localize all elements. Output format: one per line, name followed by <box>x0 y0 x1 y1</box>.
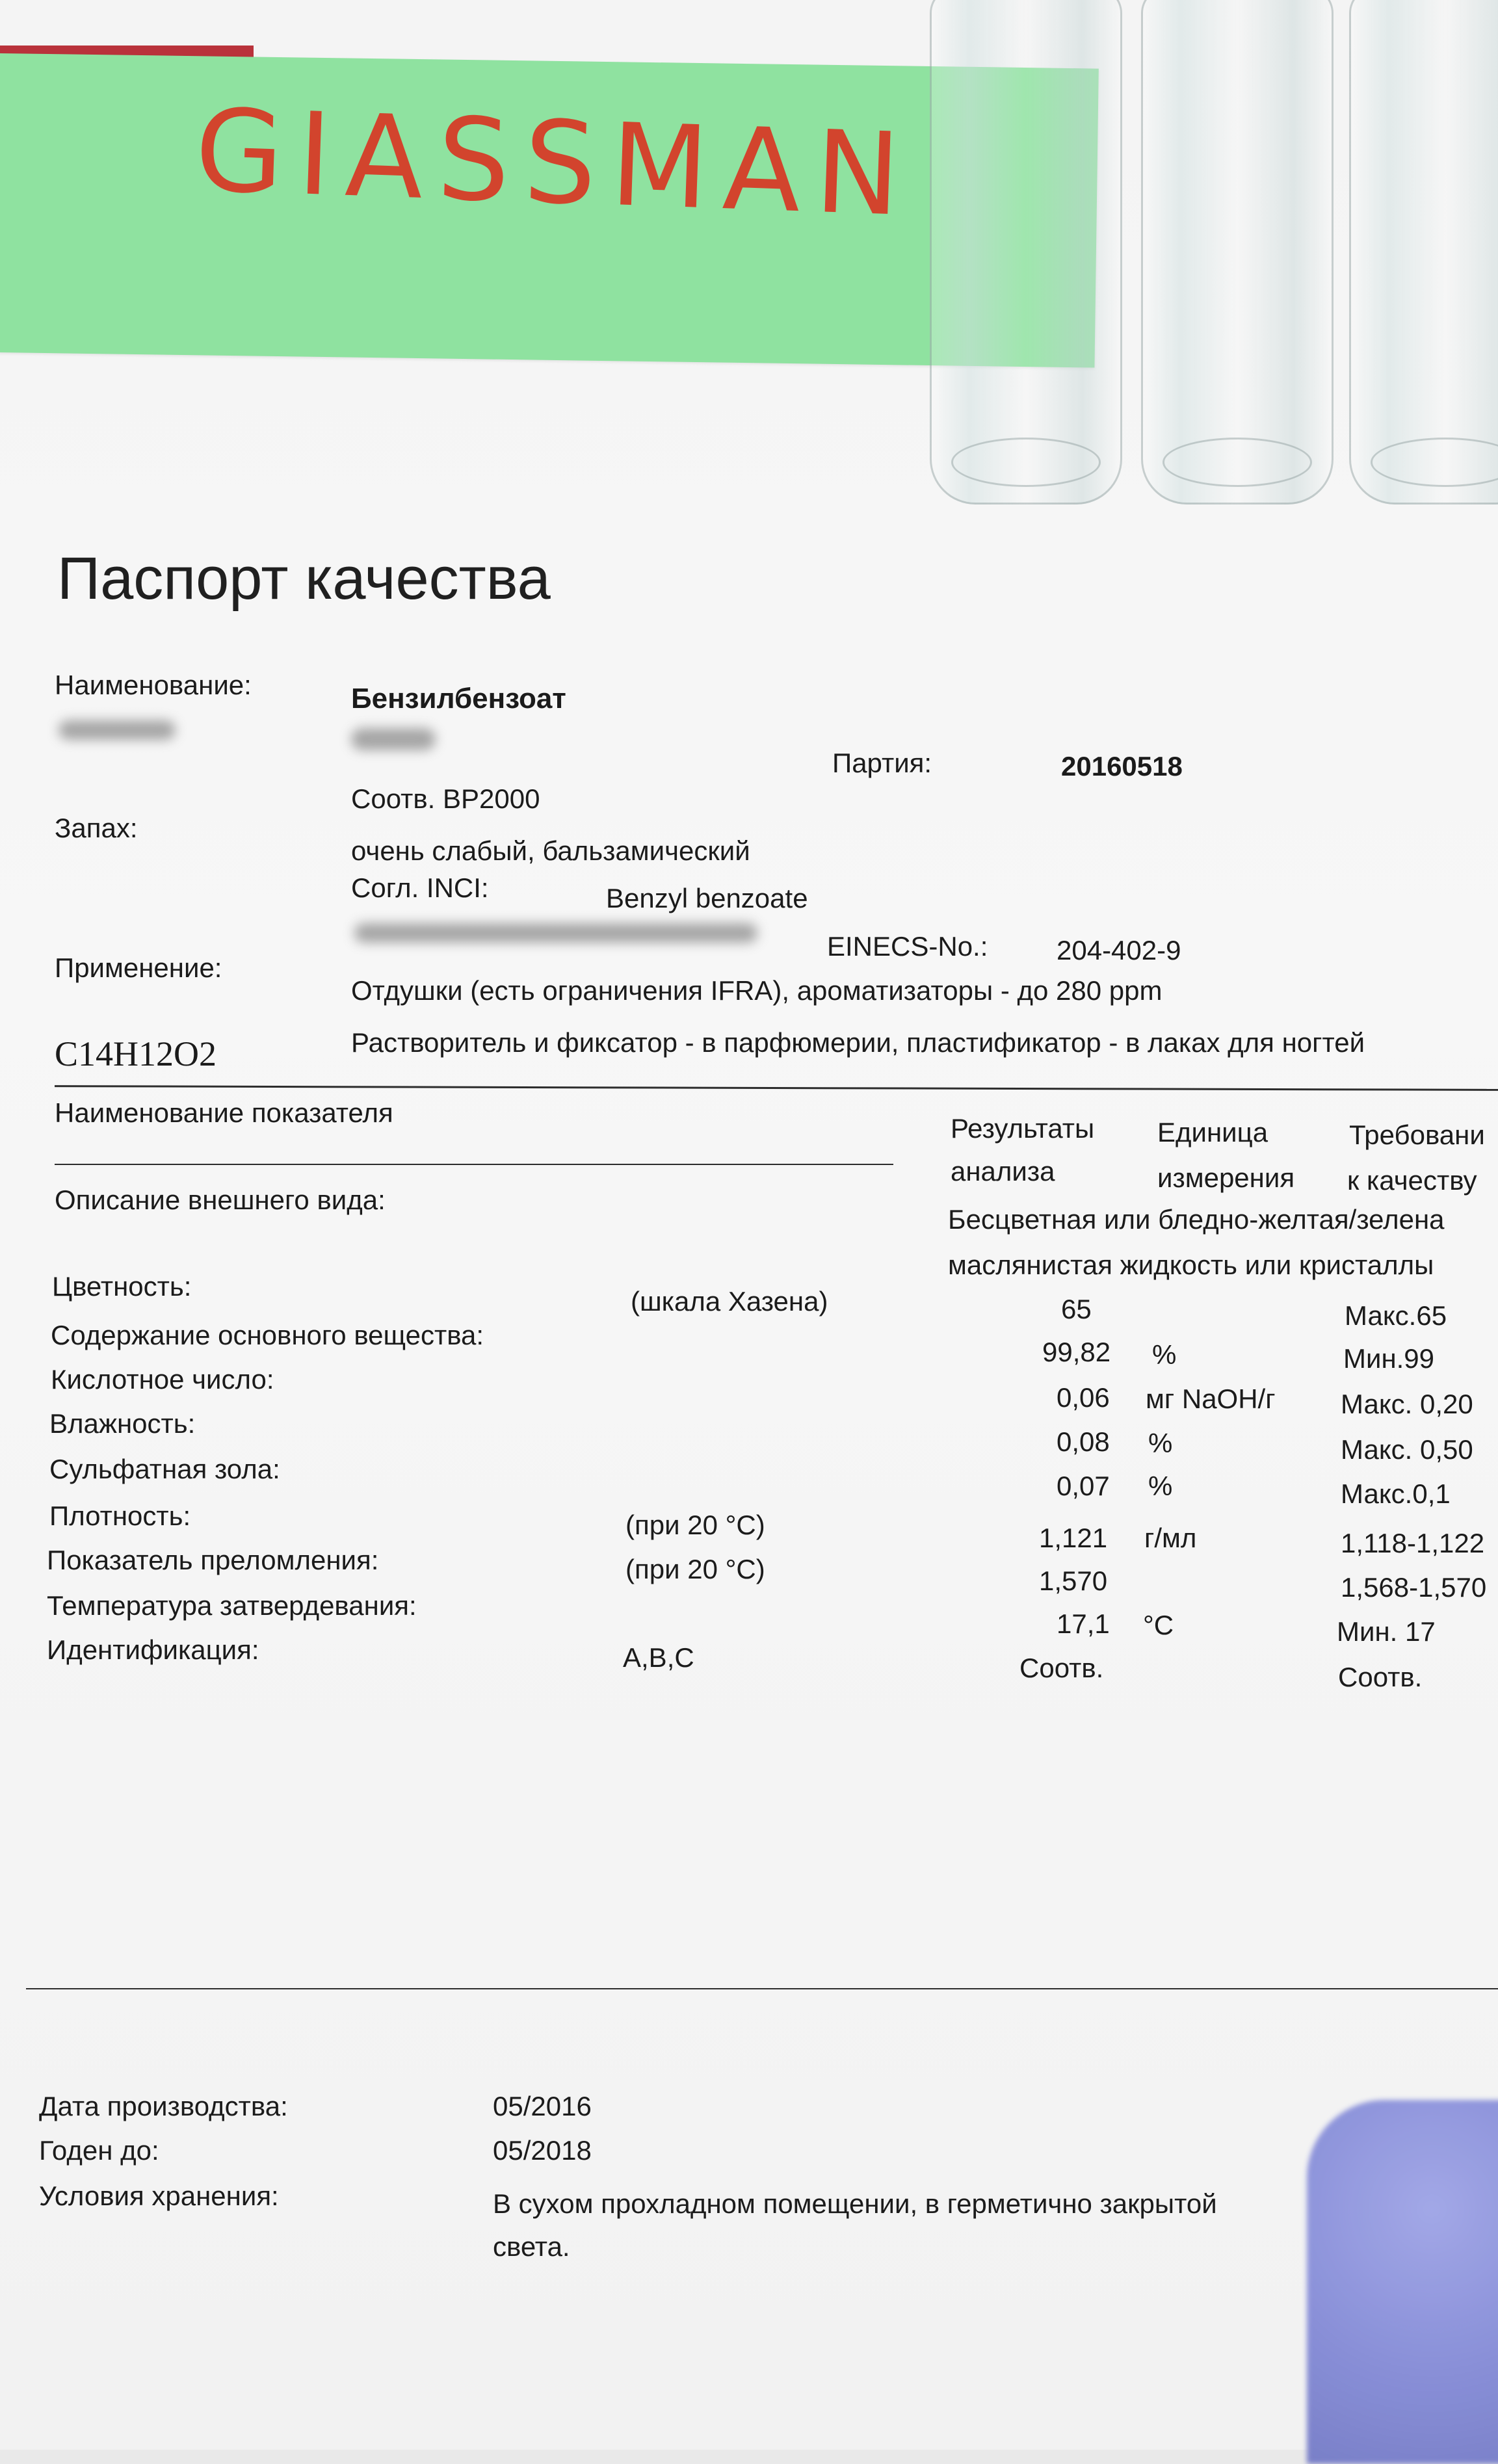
production-date-label: Дата производства: <box>39 2091 288 2121</box>
expiry-label: Годен до: <box>39 2135 159 2166</box>
row-requirement: Соотв. <box>1338 1662 1423 1692</box>
appearance-label: Описание внешнего вида: <box>55 1185 386 1215</box>
batch-label: Партия: <box>832 748 932 778</box>
row-name: Сульфатная зола: <box>49 1454 280 1484</box>
row-result: 17,1 <box>1057 1608 1110 1639</box>
use-line-1: Отдушки (есть ограничения IFRA), ароматизаторы - до 280 ppm <box>351 975 1163 1006</box>
einecs-label: EINECS-No.: <box>827 931 988 962</box>
row-name: Показатель преломления: <box>47 1545 379 1575</box>
row-requirement: Макс. 0,50 <box>1341 1434 1473 1465</box>
table-top-rule <box>55 1085 1498 1091</box>
row-name: Температура затвердевания: <box>47 1590 417 1621</box>
row-condition: A,B,C <box>623 1642 694 1673</box>
einecs-value: 204-402-9 <box>1057 935 1181 965</box>
row-condition: (при 20 °C) <box>625 1510 765 1540</box>
row-unit: °C <box>1143 1610 1174 1640</box>
batch-value: 20160518 <box>1061 751 1183 781</box>
header-results-2: анализа <box>951 1156 1055 1186</box>
row-unit: % <box>1148 1428 1173 1458</box>
redacted-value <box>351 728 436 750</box>
appearance-line-1: Бесцветная или бледно-желтая/зелена <box>948 1204 1445 1235</box>
row-result: 0,08 <box>1057 1426 1110 1457</box>
row-requirement: Макс.0,1 <box>1341 1478 1451 1509</box>
chemical-formula: C14H12O2 <box>55 1034 217 1073</box>
storage-line-1: В сухом прохладном помещении, в герметично закрытой <box>493 2188 1217 2219</box>
storage-line-2: света. <box>493 2231 570 2262</box>
page-title: Паспорт качества <box>57 545 551 612</box>
odor-value: очень слабый, бальзамический <box>351 835 750 866</box>
glass-vial <box>930 0 1122 505</box>
row-result: Соотв. <box>1019 1653 1104 1683</box>
row-result: 1,570 <box>1039 1566 1108 1596</box>
name-value: Бензилбензоат <box>351 683 566 714</box>
row-unit: мг NaOH/г <box>1146 1383 1276 1414</box>
compliance-text: Соотв. BP2000 <box>351 783 540 814</box>
header-unit-1: Единица <box>1157 1117 1268 1147</box>
row-requirement: Мин.99 <box>1343 1343 1435 1374</box>
row-result: 1,121 <box>1039 1523 1108 1553</box>
expiry-value: 05/2018 <box>493 2135 592 2166</box>
row-name: Влажность: <box>49 1408 196 1439</box>
row-requirement: Макс.65 <box>1345 1300 1447 1331</box>
row-result: 65 <box>1061 1294 1092 1324</box>
row-name: Цветность: <box>52 1271 192 1302</box>
header-req-2: к качеству <box>1347 1165 1477 1196</box>
blurred-cloth <box>1307 2100 1498 2464</box>
row-requirement: Мин. 17 <box>1337 1616 1436 1647</box>
glass-vial <box>1141 0 1334 505</box>
header-results-1: Результаты <box>951 1113 1095 1144</box>
row-result: 0,07 <box>1057 1471 1110 1501</box>
row-name: Плотность: <box>49 1501 191 1531</box>
redacted-cas <box>354 923 757 943</box>
row-unit: % <box>1148 1471 1173 1501</box>
row-condition: (при 20 °C) <box>625 1554 765 1584</box>
header-unit-2: измерения <box>1157 1162 1295 1193</box>
header-req-1: Требовани <box>1349 1120 1485 1150</box>
row-requirement: Макс. 0,20 <box>1341 1389 1473 1419</box>
use-label: Применение: <box>55 952 222 983</box>
name-label: Наименование: <box>55 670 252 700</box>
use-line-2: Растворитель и фиксатор - в парфюмерии, пластификатор - в лаках для ногтей <box>351 1027 1365 1058</box>
inci-value: Benzyl benzoate <box>606 883 808 913</box>
production-date-value: 05/2016 <box>493 2091 592 2121</box>
header-rule <box>55 1164 893 1165</box>
row-unit: % <box>1152 1339 1177 1370</box>
row-result: 0,06 <box>1057 1382 1110 1413</box>
glass-vial <box>1349 0 1498 505</box>
row-result: 99,82 <box>1042 1337 1111 1367</box>
row-name: Содержание основного вещества: <box>51 1320 484 1350</box>
header-indicator: Наименование показателя <box>55 1097 393 1128</box>
row-name: Кислотное число: <box>51 1364 274 1395</box>
brand-handwriting: GIASSMAN <box>192 85 917 242</box>
row-condition: (шкала Хазена) <box>631 1286 828 1317</box>
inci-label: Согл. INCI: <box>351 872 489 903</box>
row-requirement: 1,118-1,122 <box>1341 1528 1485 1558</box>
row-name: Идентификация: <box>47 1634 259 1665</box>
redacted-label <box>59 720 176 740</box>
row-requirement: 1,568-1,570 <box>1341 1572 1487 1603</box>
row-unit: г/мл <box>1144 1523 1197 1553</box>
footer-rule <box>26 1988 1498 1989</box>
odor-label: Запах: <box>55 813 138 843</box>
storage-label: Условия хранения: <box>39 2181 279 2211</box>
appearance-line-2: маслянистая жидкость или кристаллы <box>948 1250 1434 1280</box>
